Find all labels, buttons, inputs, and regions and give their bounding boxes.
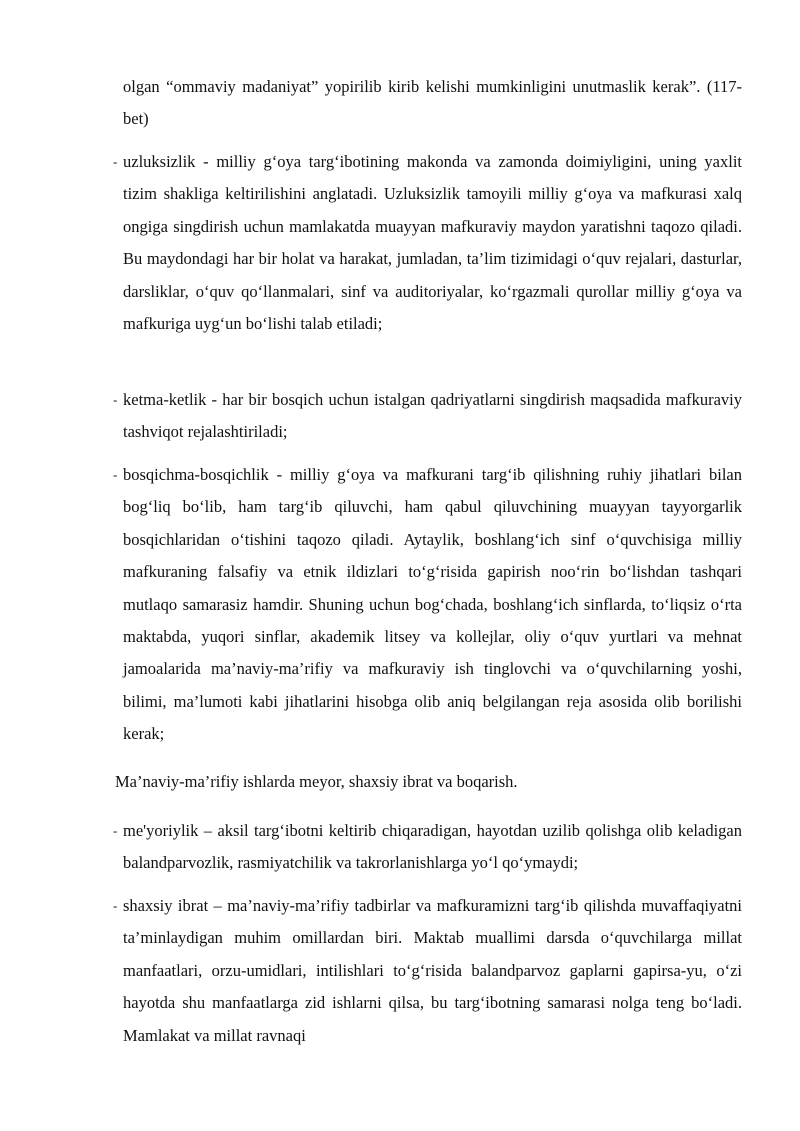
section-heading: Ma’naviy-ma’rifiy ishlarda meyor, shaxsiy ibrat va boqarish. <box>115 772 518 791</box>
list-item-uzluksizlik <box>113 146 742 340</box>
list-item-meyoriylik <box>113 815 742 880</box>
bullet-dash: - <box>113 154 118 169</box>
intro-paragraph: olgan “ommaviy madaniyat” yopirilib kirib kelishi mumkinligini unutmaslik kerak”. (117-bet) <box>123 77 742 129</box>
bullet-dash: - <box>113 823 118 838</box>
list-item-shaxsiy-ibrat <box>113 890 742 1052</box>
list-item-text: shaxsiy ibrat – ma’naviy-ma’rifiy tadbirlar va mafkuramizni targ‘ib qilishda muvaffaqiyatni ta’minlaydigan muhim omillardan biri. Maktab muallimi darsda o‘quvchilarga millat manfaatlari, orzu-umidlari, intilishlari to‘g‘risida balandparvoz gaplarni gapirsa-yu, o‘zi hayotda shu manfaatlarga zid ishlarni qilsa, bu targ‘ibotning samarasi nolga teng bo‘ladi. Mamlakat va millat ravnaqi <box>123 896 742 1045</box>
bullet-dash: - <box>113 898 118 913</box>
list-item-text: bosqichma-bosqichlik - milliy g‘oya va mafkurani targ‘ib qilishning ruhiy jihatlari bilan bog‘liq bo‘lib, ham targ‘ib qiluvchi, ham qabul qiluvchining muayyan tayyorgarlik bosqichlaridan o‘tishini taqozo qiladi. Aytaylik, boshlang‘ich sinf o‘quvchisiga milliy mafkuraning falsafiy va etnik ildizlari to‘g‘risida gapirish noo‘rin bo‘lishdan tashqari mutlaqo samarasiz hamdir. Shuning uchun bog‘chada, boshlang‘ich sinflarda, to‘liqsiz o‘rta maktabda, yuqori sinflar, akademik litsey va kollejlar, oliy o‘quv yurtlari va mehnat jamoalarida ma’naviy-ma’rifiy va mafkuraviy ish tinglovchi va o‘quvchilarning yoshi, bilimi, ma’lumoti kabi jihatlarini hisobga olib aniq belgilangan reja asosida olib borilishi kerak; <box>123 465 742 744</box>
list-item-text: me'yoriylik – aksil targ‘ibotni keltirib chiqaradigan, hayotdan uzilib qolishga olib keladigan balandparvozlik, rasmiyatchilik va takrorlanishlarga yo‘l qo‘ymaydi; <box>123 821 742 873</box>
list-item-ketma-ketlik <box>113 384 742 449</box>
bullet-dash: - <box>113 467 118 482</box>
list-item-bosqichma-bosqichlik <box>113 459 742 751</box>
list-item-text: uzluksizlik - milliy g‘oya targ‘ibotining makonda va zamonda doimiyligini, uning yaxlit tizim shakliga keltirilishini anglatadi. Uzluksizlik tamoyili milliy g‘oya va mafkurasi xalq ongiga singdirish uchun mamlakatda muayyan mafkuraviy maydon yaratishni taqozo qiladi. Bu maydondagi har bir holat va harakat, jumladan, ta’lim tizimidagi o‘quv rejalari, dasturlar, darsliklar, o‘quv qo‘llanmalari, sinf va auditoriyalar, ko‘rgazmali qurollar milliy g‘oya va mafkuriga uyg‘un bo‘lishi talab etiladi; <box>123 152 742 334</box>
list-item-text: ketma-ketlik - har bir bosqich uchun istalgan qadriyatlarni singdirish maqsadida mafkuraviy tashviqot rejalashtiriladi; <box>123 390 742 442</box>
bullet-dash: - <box>113 392 118 407</box>
